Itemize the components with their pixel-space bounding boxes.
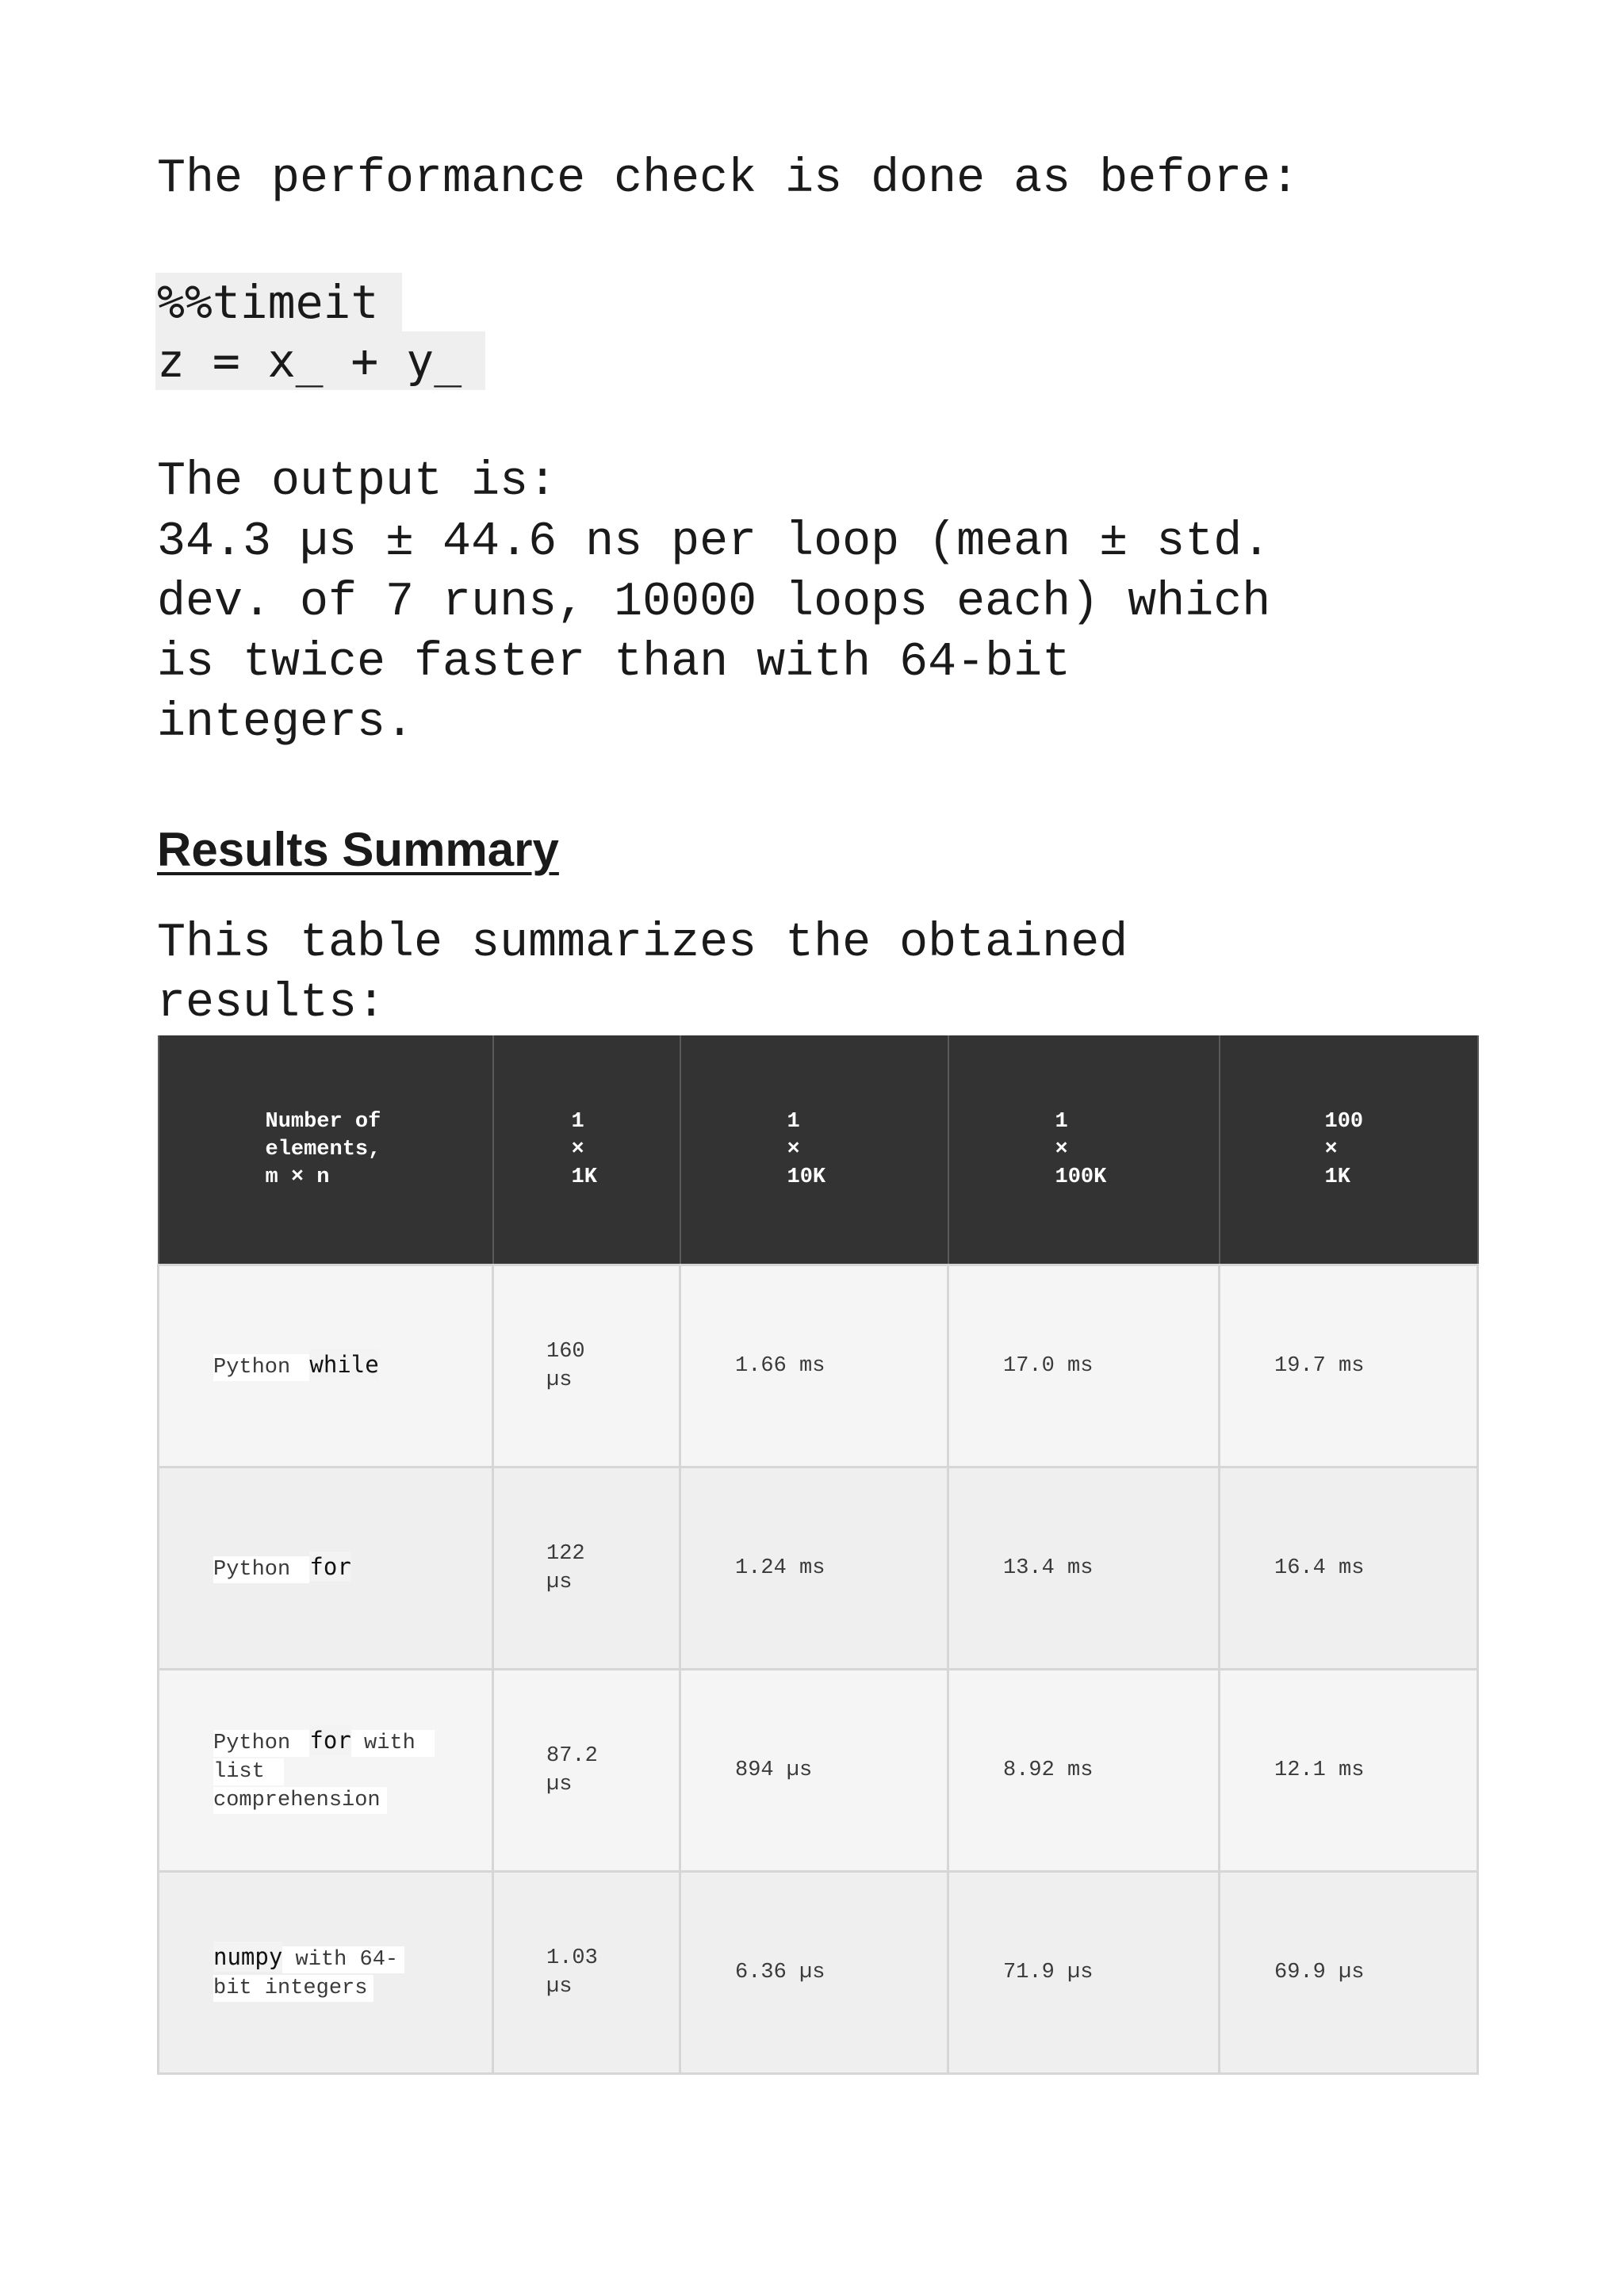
label-code: while <box>309 1351 379 1378</box>
header-line: 1 <box>571 1109 584 1134</box>
table-row <box>159 1872 1478 2074</box>
table-row <box>159 1468 1478 1670</box>
value-line: µs <box>546 1571 573 1594</box>
value-line: 1.24 ms <box>735 1556 825 1580</box>
value-cell <box>1220 1265 1478 1468</box>
value-line: 19.7 ms <box>1274 1354 1365 1378</box>
value-line: 16.4 ms <box>1274 1556 1365 1580</box>
label-code: for <box>309 1553 351 1580</box>
label-text: with 64- <box>282 1946 404 1973</box>
label-text: with <box>351 1730 435 1757</box>
row-label <box>213 1552 492 1584</box>
intro-paragraph: The performance check is done as before: <box>157 152 1300 206</box>
header-line: × <box>571 1137 584 1161</box>
header-cell-100x1k <box>1220 1035 1478 1265</box>
output-line: dev. of 7 runs, 10000 loops each) which <box>157 576 1271 629</box>
output-paragraph <box>157 452 1521 753</box>
header-line: 1K <box>571 1165 597 1189</box>
label-text: Python <box>213 1556 309 1583</box>
row-label <box>213 1726 492 1815</box>
header-line: 1K <box>1324 1165 1350 1189</box>
value-line: 6.36 µs <box>735 1961 825 1984</box>
output-line: 34.3 µs ± 44.6 ns per loop (mean ± std. <box>157 515 1271 569</box>
value-cell <box>680 1265 948 1468</box>
header-line: 100 <box>1324 1109 1364 1134</box>
table-row <box>159 1670 1478 1872</box>
row-label <box>213 1942 492 2003</box>
results-table <box>157 1035 1479 2075</box>
header-line: × <box>1324 1137 1338 1161</box>
code-line: %%timeit <box>155 273 402 331</box>
value-line: 17.0 ms <box>1003 1354 1094 1378</box>
value-line: 894 µs <box>735 1758 813 1782</box>
label-text: Python <box>213 1354 309 1381</box>
header-line: 1 <box>1055 1109 1068 1134</box>
output-line: is twice faster than with 64-bit <box>157 636 1071 690</box>
row-label-cell <box>159 1265 493 1468</box>
value-cell <box>1220 1872 1478 2074</box>
row-label <box>213 1350 492 1382</box>
row-label-cell <box>159 1872 493 2074</box>
value-line: 122 <box>546 1542 585 1566</box>
value-line: µs <box>546 1773 573 1797</box>
value-line: 87.2 <box>546 1744 598 1768</box>
value-line: µs <box>546 1975 573 1999</box>
table-row <box>159 1265 1478 1468</box>
value-cell <box>948 1670 1220 1872</box>
header-line: m × n <box>265 1165 330 1189</box>
value-line: 69.9 µs <box>1274 1961 1365 1984</box>
value-cell <box>948 1872 1220 2074</box>
value-cell <box>680 1872 948 2074</box>
label-text: list <box>213 1758 284 1785</box>
value-line: 160 <box>546 1340 585 1364</box>
header-line: Number of <box>265 1109 381 1134</box>
header-cell-1x100k <box>948 1035 1220 1265</box>
header-line: 10K <box>787 1165 826 1189</box>
value-line: 8.92 ms <box>1003 1758 1094 1782</box>
value-cell <box>1220 1468 1478 1670</box>
label-text: bit integers <box>213 1975 373 2002</box>
code-line: z = x_ + y_ <box>155 331 485 390</box>
value-cell <box>680 1468 948 1670</box>
header-cell-1x1k <box>493 1035 680 1265</box>
header-cell-1x10k <box>680 1035 948 1265</box>
value-cell <box>680 1670 948 1872</box>
value-cell <box>493 1468 680 1670</box>
table-intro-paragraph <box>157 913 1521 1034</box>
label-text: comprehension <box>213 1787 387 1814</box>
value-cell <box>493 1265 680 1468</box>
header-line: 1 <box>787 1109 800 1134</box>
value-line: 12.1 ms <box>1274 1758 1365 1782</box>
value-line: 71.9 µs <box>1003 1961 1094 1984</box>
value-cell <box>493 1872 680 2074</box>
row-label-cell <box>159 1468 493 1670</box>
header-cell-elements <box>159 1035 493 1265</box>
value-cell <box>1220 1670 1478 1872</box>
value-cell <box>948 1468 1220 1670</box>
table-header-row <box>159 1035 1478 1265</box>
value-line: 1.03 <box>546 1946 598 1970</box>
value-line: 13.4 ms <box>1003 1556 1094 1580</box>
row-label-cell <box>159 1670 493 1872</box>
header-line: × <box>1055 1137 1068 1161</box>
label-code: for <box>309 1727 351 1754</box>
output-line: The output is: <box>157 455 557 509</box>
table-intro-line: This table summarizes the obtained <box>157 916 1128 970</box>
section-heading-results-summary: Results Summary <box>157 823 559 876</box>
label-text: Python <box>213 1730 309 1757</box>
label-code: numpy <box>213 1943 283 1970</box>
value-cell <box>948 1265 1220 1468</box>
header-line: × <box>787 1137 800 1161</box>
header-line: 100K <box>1055 1165 1107 1189</box>
value-line: 1.66 ms <box>735 1354 825 1378</box>
value-line: µs <box>546 1368 573 1392</box>
code-block <box>155 273 485 390</box>
table-intro-line: results: <box>157 977 386 1031</box>
output-line: integers. <box>157 696 415 750</box>
value-cell <box>493 1670 680 1872</box>
header-line: elements, <box>265 1137 381 1161</box>
